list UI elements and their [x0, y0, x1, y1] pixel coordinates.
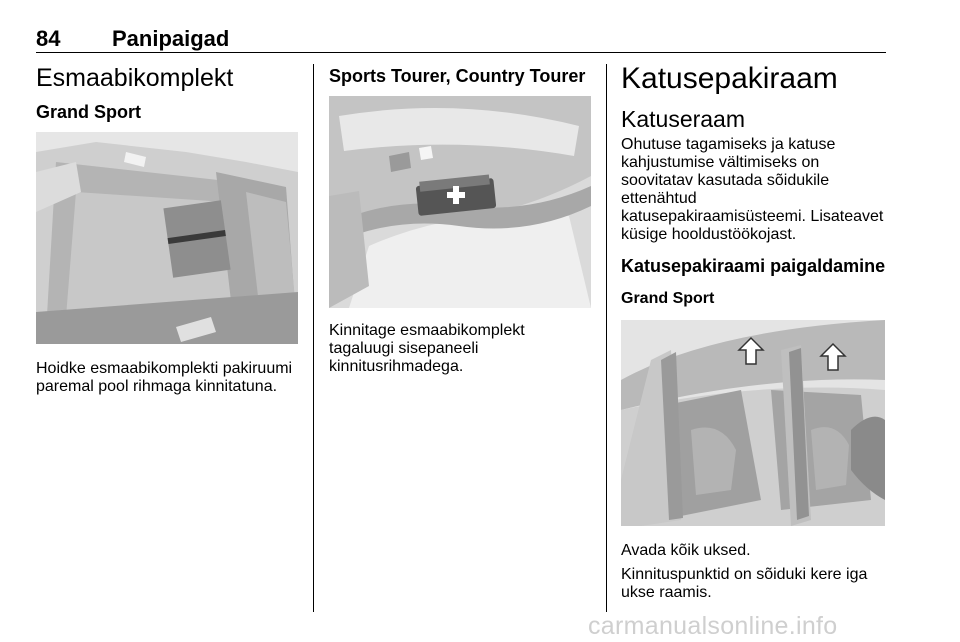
page-number: 84 — [36, 26, 61, 51]
paragraph-line: Ohutuse tagamiseks ja katuse — [621, 136, 836, 153]
trunk-first-aid-illustration — [36, 132, 298, 344]
paragraph-line: soovitatav kasutada sõidukile — [621, 172, 830, 189]
caption-tailgate — [329, 322, 525, 376]
caption-line: ukse raamis. — [621, 584, 712, 601]
caption-line: Kinnituspunktid on sõiduki kere iga — [621, 566, 868, 583]
subheading-roof-rack-install: Katusepakiraami paigaldamine — [621, 256, 886, 276]
subheading-roof-rack: Katuseraam — [621, 106, 746, 132]
caption-line: tagaluugi sisepaneeli — [329, 340, 479, 357]
subheading-grand-sport-2: Grand Sport — [621, 290, 715, 307]
column-divider-1 — [313, 64, 314, 612]
subheading-sports-tourer: Sports Tourer, Country Tourer — [329, 66, 586, 86]
paragraph-line: ettenähtud — [621, 190, 697, 207]
caption-line: paremal pool rihmaga kinnitatuna. — [36, 378, 278, 395]
caption-open-doors: Avada kõik uksed. — [621, 542, 751, 559]
column-divider-2 — [606, 64, 607, 612]
section-title: Panipaigad — [112, 26, 230, 51]
caption-line: Kinnitage esmaabikomplekt — [329, 322, 525, 339]
heading-roof-rack: Katusepakiraam — [621, 62, 838, 95]
heading-first-aid-kit: Esmaabikomplekt — [36, 64, 234, 92]
paragraph-line: katusepakiraamisüsteemi. Lisateavet — [621, 208, 884, 225]
door-frame-mounting-illustration — [621, 320, 885, 526]
subheading-grand-sport: Grand Sport — [36, 102, 142, 122]
caption-line: kinnitusrihmadega. — [329, 358, 464, 375]
caption-first-aid-location — [36, 360, 292, 396]
paragraph-line: kahjustumise vältimiseks on — [621, 154, 820, 171]
caption-mounting-points — [621, 566, 867, 602]
paragraph-roof-rack-info — [621, 136, 883, 244]
header-divider — [36, 52, 886, 53]
caption-line: Hoidke esmaabikomplekti pakiruumi — [36, 360, 293, 377]
paragraph-line: küsige hooldustöökojast. — [621, 226, 797, 243]
tailgate-first-aid-illustration — [329, 96, 591, 308]
watermark: carmanualsonline.info — [588, 612, 838, 640]
